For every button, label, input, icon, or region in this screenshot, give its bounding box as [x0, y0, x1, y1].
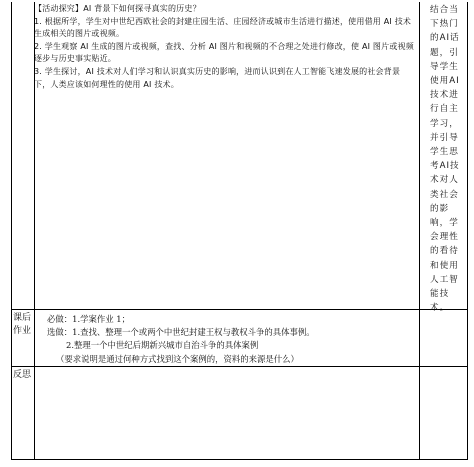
- homework-optional-2: 2.整理一个中世纪后期新兴城市自治斗争的具体案例: [66, 340, 259, 351]
- homework-label: 课后作业: [13, 313, 32, 336]
- activity-item-2: 2. 学生观察 AI 生成的图片或视频，查找、分析 AI 图片和视频的不合理之处进行修改，使 AI 图片或视频逐步与历史事实贴近。: [34, 41, 414, 64]
- design-intent-note: 结合当下热门的AI话题，引导学生使用AI技术进行自主学习，并引导学生思考AI技术对人类社会的影响，学会理性的看待和使用人工智能技术。: [430, 5, 460, 314]
- row-divider-reflection: [12, 366, 467, 367]
- reflection-label: 反思: [13, 370, 32, 380]
- activity-heading: 【活动探究】AI 背景下如何探寻真实的历史？: [34, 4, 201, 13]
- activity-item-3: 3. 学生探讨，AI 技术对人们学习和认识真实历史的影响，进而认识到在人工智能飞速发展的社会背景下，人类应该如何理性的使用 AI 技术。: [34, 66, 401, 89]
- homework-note: （要求说明是通过何种方式找到这个案例的，资料的来源是什么）: [56, 353, 299, 364]
- homework-section: [47, 313, 417, 366]
- activity-item-1: 1. 根据所学，学生对中世纪西欧社会的封建庄园生活、庄园经济或城市生活进行描述，使用借用 AI 技术生成相关的图片或视频。: [34, 16, 412, 39]
- homework-required: 必做：1.学案作业 1；: [47, 314, 130, 324]
- homework-optional-1: 选做：1.查找、整理一个或两个中世纪封建王权与教权斗争的具体事例。: [47, 327, 315, 338]
- activity-section: [34, 3, 414, 91]
- row-divider-homework: [12, 309, 467, 310]
- column-divider-notes: [419, 2, 420, 459]
